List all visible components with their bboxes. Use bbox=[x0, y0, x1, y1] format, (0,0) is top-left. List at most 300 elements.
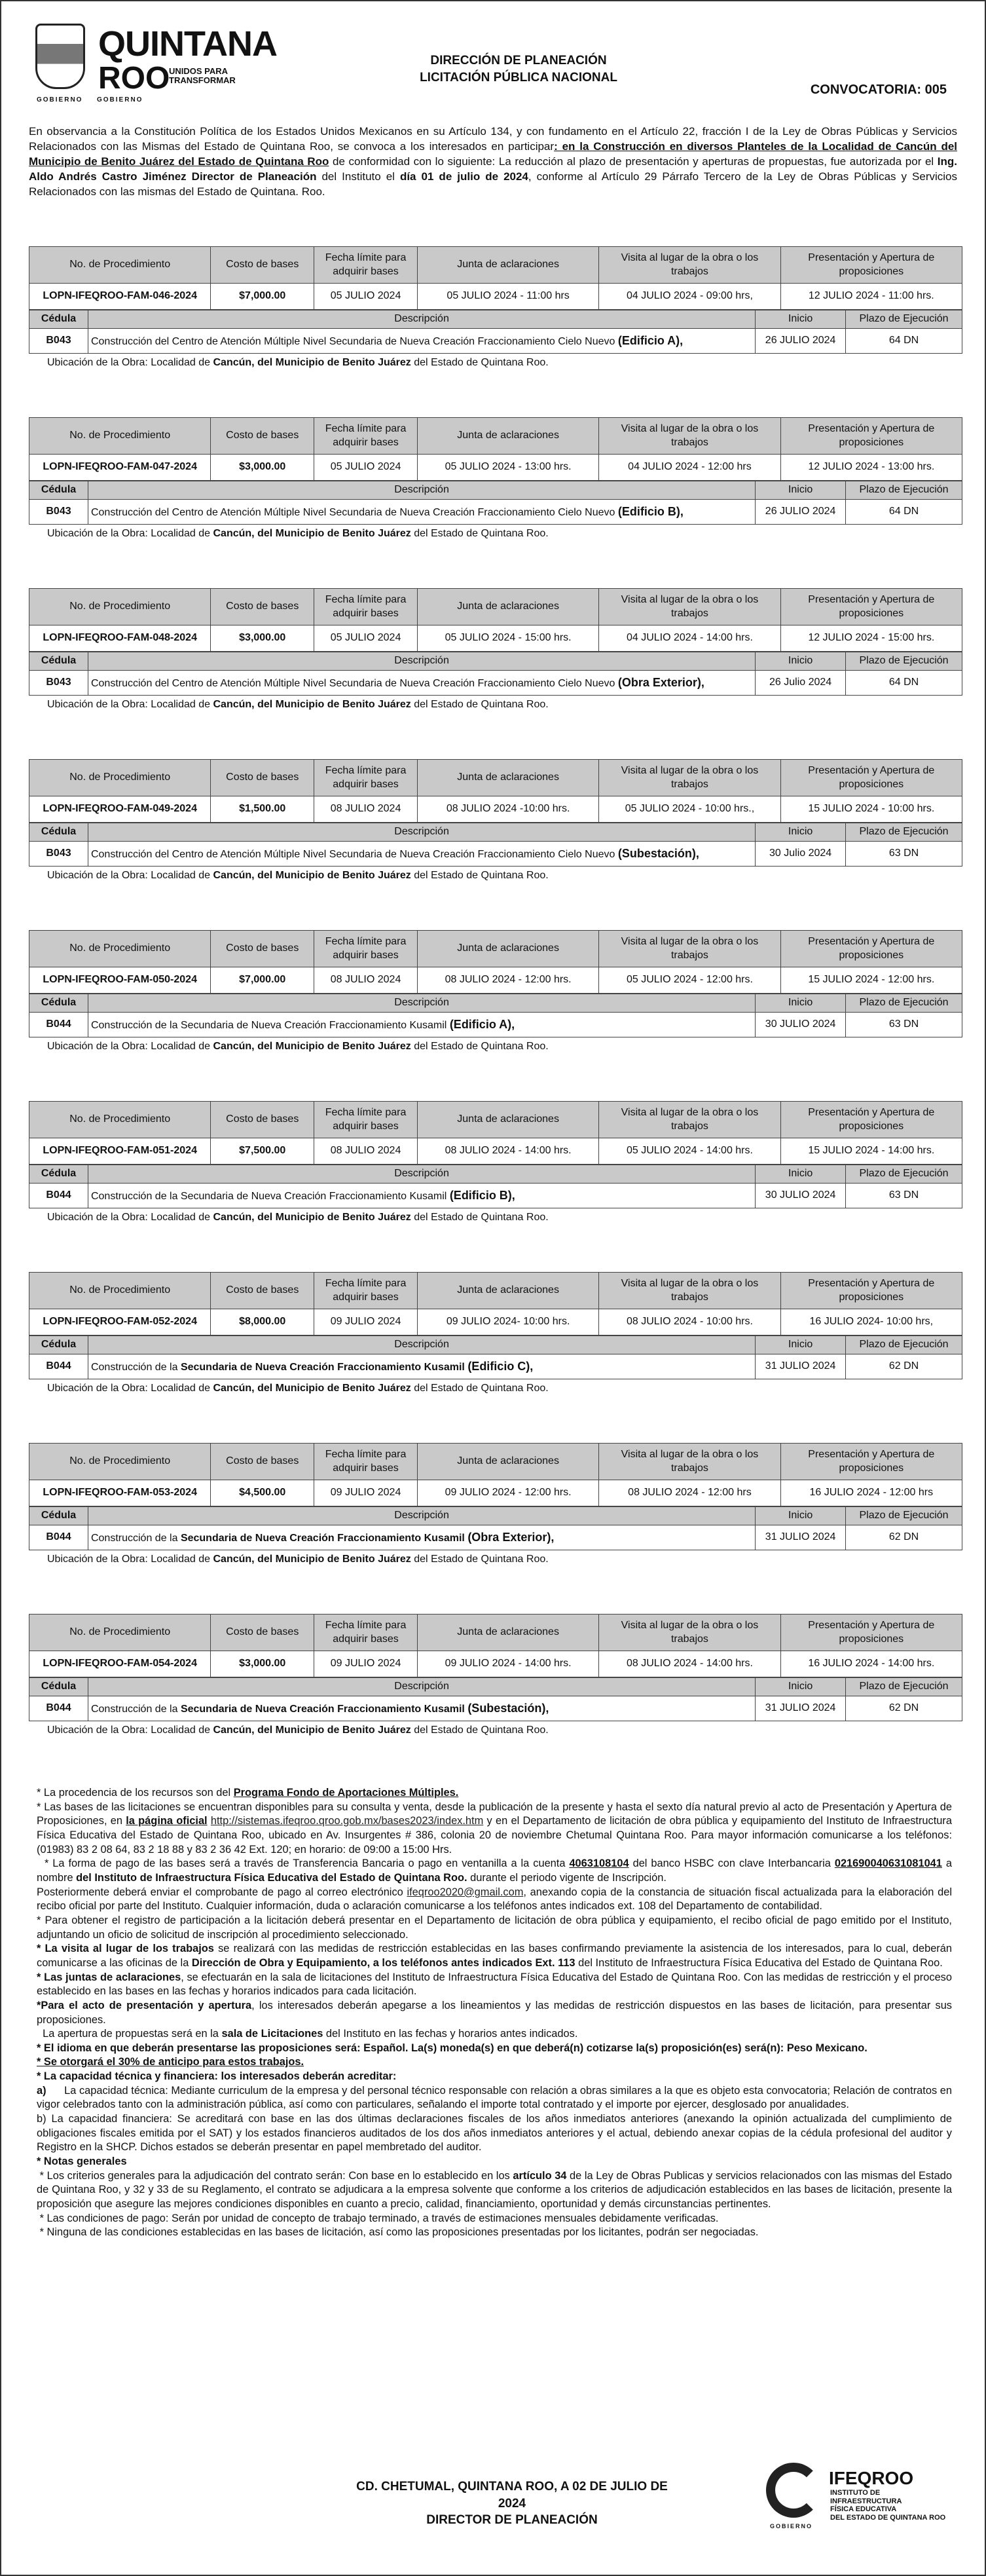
note-criteria: * Los criterios generales para la adjudicación del contrato serán: Con base en lo establecido en los artículo 34 de la Ley de Obras Publicas y servicios relacionados con las mismas del Estado de Quintana Roo, y 32 y 33 de su Reglamento, el contrato se adjudicara a la empresa solvente que conforme a los criterios de adjudicación establecidos en las bases de licitación, presente la proposición que asegure las mejores condiciones disponibles en cuanto a precio, calidad, financiamiento, oportunidad y demás circunstancias pertinentes. bbox=[37, 2169, 952, 2211]
description-text: Construcción del Centro de Atención Múltiple Nivel Secundaria de Nueva Creación Fraccionamiento Cielo Nuevo bbox=[90, 677, 615, 689]
detail-header-row bbox=[29, 1507, 962, 1525]
header-procedimiento: No. de Procedimiento bbox=[29, 1444, 211, 1480]
header-junta: Junta de aclaraciones bbox=[417, 760, 598, 796]
procedure-cost: $7,500.00 bbox=[211, 1138, 314, 1165]
description-building: (Edificio B), bbox=[449, 1188, 515, 1202]
intro-bold-1: : en la Construcción en diversos Planteles de la Localidad de Cancún del Municipio de Benito Juárez del Estado de Quintana Roo bbox=[29, 140, 958, 168]
location-end: del Estado de Quintana Roo. bbox=[411, 1041, 549, 1052]
procedure-cedula: B043 bbox=[29, 500, 88, 525]
header-presentacion: Presentación y Apertura de proposiciones bbox=[780, 1273, 962, 1309]
procedure-table bbox=[29, 1614, 962, 1677]
note-capacity: * La capacidad técnica y financiera: los interesados deberán acreditar: bbox=[37, 2070, 397, 2083]
location-end: del Estado de Quintana Roo. bbox=[411, 1212, 549, 1223]
procedure-location bbox=[47, 356, 959, 370]
table-row bbox=[29, 1525, 962, 1550]
header-inicio: Inicio bbox=[756, 652, 846, 671]
procedure-block bbox=[27, 930, 959, 1101]
location-text: Ubicación de la Obra: Localidad de bbox=[47, 1212, 213, 1223]
header-fecha: Fecha límite para adquirir bases bbox=[314, 760, 418, 796]
procedure-location bbox=[47, 1040, 959, 1054]
table-row bbox=[29, 1013, 962, 1037]
note-capacity-b: b) La capacidad financiera: Se acreditará con base en las dos últimas declaraciones fiscales de los años inmediatos anteriores (anexando la opinión actualizada del cumplimiento de obligaciones fiscales emitida por el SAT) y los estados financieros auditados de los dos años inmediatos anteriores y el actual, debiendo anexar copias de la cédula profesional del auditor y Registro en la SHCP. Dichos estados se deberán presentar en papel membretado del auditor. bbox=[37, 2113, 952, 2154]
note-visit: * La visita al lugar de los trabajos se realizará con las medidas de restricción establecidas en las bases confirmando previamente la asistencia de los interesados, para lo cual, deberán comunicarse a las oficinas de la Dirección de Obra y Equipamiento, a los teléfonos antes indicados Ext. 113 del Instituto de Infraestructura Física Educativa del Estado de Quintana Roo. bbox=[37, 1943, 952, 1969]
table-row bbox=[29, 1354, 962, 1379]
procedure-cedula: B044 bbox=[29, 1013, 88, 1037]
intro-bold-2: Ing. Aldo Andrés Castro Jiménez Director de Planeación bbox=[29, 155, 957, 183]
header-cedula: Cédula bbox=[29, 994, 88, 1013]
header-cedula: Cédula bbox=[29, 1165, 88, 1184]
procedure-visit: 04 JULIO 2024 - 09:00 hrs, bbox=[599, 284, 780, 310]
note-source: * La procedencia de los recursos son del Programa Fondo de Aportaciones Múltiples. bbox=[37, 1787, 459, 1799]
procedure-term: 63 DN bbox=[846, 1013, 962, 1037]
notes-section bbox=[37, 1786, 952, 2240]
detail-header-row bbox=[29, 994, 962, 1013]
procedure-term: 64 DN bbox=[846, 671, 962, 696]
detail-header-row bbox=[29, 1678, 962, 1696]
header-fecha: Fecha límite para adquirir bases bbox=[314, 1615, 418, 1651]
table-row bbox=[29, 625, 962, 652]
procedure-block bbox=[27, 417, 959, 588]
intro-text-3: del Instituto el bbox=[316, 170, 400, 183]
header-procedimiento: No. de Procedimiento bbox=[29, 1615, 211, 1651]
header-procedimiento: No. de Procedimiento bbox=[29, 1273, 211, 1309]
header-descripcion: Descripción bbox=[88, 994, 755, 1013]
header-junta: Junta de aclaraciones bbox=[417, 589, 598, 625]
table-row bbox=[29, 671, 962, 696]
header-plazo: Plazo de Ejecución bbox=[846, 994, 962, 1013]
procedure-number: LOPN-IFEQROO-FAM-050-2024 bbox=[29, 967, 211, 994]
location-bold: Cancún, del Municipio de Benito Juárez bbox=[213, 1212, 411, 1223]
location-bold: Cancún, del Municipio de Benito Juárez bbox=[213, 1725, 411, 1736]
location-bold: Cancún, del Municipio de Benito Juárez bbox=[213, 1041, 411, 1052]
location-end: del Estado de Quintana Roo. bbox=[411, 357, 549, 368]
table-header-row bbox=[29, 1102, 962, 1138]
description-building: (Edificio C), bbox=[467, 1359, 534, 1373]
header-visita: Visita al lugar de la obra o los trabajos bbox=[599, 1615, 780, 1651]
procedure-block bbox=[27, 759, 959, 930]
procedure-term: 63 DN bbox=[846, 842, 962, 867]
intro-bold-3: día 01 de julio de 2024 bbox=[399, 170, 528, 183]
procedure-number: LOPN-IFEQROO-FAM-048-2024 bbox=[29, 625, 211, 652]
table-header-row bbox=[29, 760, 962, 796]
header-junta: Junta de aclaraciones bbox=[417, 1615, 598, 1651]
procedure-cost: $7,000.00 bbox=[211, 284, 314, 310]
header-junta: Junta de aclaraciones bbox=[417, 1102, 598, 1138]
description-bold-part: Secundaria de Nueva Creación Fraccionamiento Kusamil bbox=[180, 1703, 465, 1715]
note-advance: * Se otorgará el 30% de anticipo para estos trabajos. bbox=[37, 2056, 304, 2068]
procedure-description bbox=[88, 842, 755, 867]
header-inicio: Inicio bbox=[756, 1336, 846, 1354]
note-negotiation: * Ninguna de las condiciones establecidas en las bases de licitación, así como las proposiciones presentadas por los licitantes, podrán ser negociadas. bbox=[39, 2226, 759, 2239]
header-descripcion: Descripción bbox=[88, 1336, 755, 1354]
header-line-2: LICITACIÓN PÚBLICA NACIONAL bbox=[420, 70, 617, 84]
procedure-presentation: 15 JULIO 2024 - 10:00 hrs. bbox=[780, 796, 962, 823]
header-costo: Costo de bases bbox=[211, 1273, 314, 1309]
procedure-detail-table bbox=[29, 823, 962, 867]
logo-word-quintana: QUINTANA bbox=[98, 24, 277, 64]
procedure-presentation: 12 JULIO 2024 - 11:00 hrs. bbox=[780, 284, 962, 310]
procedure-detail-table bbox=[29, 481, 962, 525]
procedure-table bbox=[29, 759, 962, 823]
procedure-deadline: 05 JULIO 2024 bbox=[314, 284, 418, 310]
procedure-start: 26 Julio 2024 bbox=[756, 671, 846, 696]
location-end: del Estado de Quintana Roo. bbox=[411, 870, 549, 881]
table-header-row bbox=[29, 1444, 962, 1480]
header-procedimiento: No. de Procedimiento bbox=[29, 931, 211, 967]
description-text: Construcción de la bbox=[90, 1703, 181, 1715]
procedure-start: 31 JULIO 2024 bbox=[756, 1696, 846, 1721]
procedure-start: 26 JULIO 2024 bbox=[756, 329, 846, 354]
header-visita: Visita al lugar de la obra o los trabajos bbox=[599, 1273, 780, 1309]
header-visita: Visita al lugar de la obra o los trabajos bbox=[599, 418, 780, 455]
location-text: Ubicación de la Obra: Localidad de bbox=[47, 1041, 213, 1052]
header-plazo: Plazo de Ejecución bbox=[846, 1165, 962, 1184]
description-text: Construcción de la bbox=[90, 1361, 181, 1373]
procedure-meeting: 09 JULIO 2024 - 14:00 hrs. bbox=[417, 1651, 598, 1677]
procedure-term: 62 DN bbox=[846, 1696, 962, 1721]
header-cedula: Cédula bbox=[29, 1678, 88, 1696]
header bbox=[27, 16, 959, 121]
procedure-description bbox=[88, 1696, 755, 1721]
procedure-description bbox=[88, 1354, 755, 1379]
procedure-meeting: 05 JULIO 2024 - 11:00 hrs bbox=[417, 284, 598, 310]
table-header-row bbox=[29, 931, 962, 967]
procedure-cedula: B044 bbox=[29, 1354, 88, 1379]
header-presentacion: Presentación y Apertura de proposiciones bbox=[780, 247, 962, 284]
intro-paragraph bbox=[29, 124, 957, 242]
location-text: Ubicación de la Obra: Localidad de bbox=[47, 357, 213, 368]
header-descripcion: Descripción bbox=[88, 1678, 755, 1696]
procedure-visit: 04 JULIO 2024 - 12:00 hrs bbox=[599, 455, 780, 481]
detail-header-row bbox=[29, 310, 962, 329]
procedure-block bbox=[27, 1443, 959, 1614]
procedure-table bbox=[29, 588, 962, 652]
procedure-cedula: B043 bbox=[29, 671, 88, 696]
procedure-deadline: 05 JULIO 2024 bbox=[314, 625, 418, 652]
procedure-cedula: B043 bbox=[29, 329, 88, 354]
note-opening: La apertura de propuestas será en la sala de Licitaciones del Instituto en las fechas y horarios antes indicados. bbox=[43, 2028, 578, 2040]
table-row bbox=[29, 455, 962, 481]
procedure-table bbox=[29, 1272, 962, 1335]
procedure-deadline: 05 JULIO 2024 bbox=[314, 455, 418, 481]
procedure-start: 30 Julio 2024 bbox=[756, 842, 846, 867]
note-receipt: Posteriormente deberá enviar el comprobante de pago al correo electrónico ifeqroo2020@gmail.com, anexando copia de la constancia de situación fiscal actualizada para la elaboración del recibo oficial por parte del Instituto. Cualquier información, duda o aclaración comunicarse a los teléfonos antes indicados ext. 108 del Departamento de contabilidad. bbox=[37, 1886, 952, 1913]
procedure-table bbox=[29, 1443, 962, 1506]
location-end: del Estado de Quintana Roo. bbox=[411, 699, 549, 710]
table-row bbox=[29, 1696, 962, 1721]
description-building: (Subestación), bbox=[467, 1701, 549, 1715]
header-inicio: Inicio bbox=[756, 481, 846, 500]
procedure-location bbox=[47, 869, 959, 883]
procedure-term: 64 DN bbox=[846, 329, 962, 354]
intro-text-2: de conformidad con lo siguiente: La reducción al plazo de presentación y aperturas de propuestas, fue autorizada por el bbox=[329, 155, 938, 168]
procedure-description bbox=[88, 1013, 755, 1037]
header-plazo: Plazo de Ejecución bbox=[846, 823, 962, 842]
location-text: Ubicación de la Obra: Localidad de bbox=[47, 528, 213, 539]
procedure-visit: 08 JULIO 2024 - 12:00 hrs bbox=[599, 1480, 780, 1506]
header-costo: Costo de bases bbox=[211, 931, 314, 967]
table-row bbox=[29, 1184, 962, 1208]
procedure-location bbox=[47, 1382, 959, 1396]
table-row bbox=[29, 796, 962, 823]
header-descripcion: Descripción bbox=[88, 1507, 755, 1525]
header-presentacion: Presentación y Apertura de proposiciones bbox=[780, 418, 962, 455]
procedure-location bbox=[47, 1724, 959, 1738]
header-costo: Costo de bases bbox=[211, 589, 314, 625]
procedure-visit: 04 JULIO 2024 - 14:00 hrs. bbox=[599, 625, 780, 652]
procedure-cost: $1,500.00 bbox=[211, 796, 314, 823]
logo-caption-right: GOBIERNO bbox=[97, 96, 143, 103]
table-row bbox=[29, 1309, 962, 1335]
header-plazo: Plazo de Ejecución bbox=[846, 481, 962, 500]
header-cedula: Cédula bbox=[29, 823, 88, 842]
header-plazo: Plazo de Ejecución bbox=[846, 1678, 962, 1696]
header-inicio: Inicio bbox=[756, 1507, 846, 1525]
procedure-number: LOPN-IFEQROO-FAM-047-2024 bbox=[29, 455, 211, 481]
table-row bbox=[29, 1651, 962, 1677]
note-capacity-a: a) La capacidad técnica: Mediante curriculum de la empresa y del personal técnico responsable con relación a obras similares a la que es objeto esta convocatoria; Relación de contratos en vigor celebrados tanto con la administración pública, así como con particulares, señalando el importe total contratado y el importe por ejercer, desglosado por anualidades. bbox=[37, 2084, 952, 2111]
procedure-presentation: 12 JULIO 2024 - 15:00 hrs. bbox=[780, 625, 962, 652]
note-payment-conditions: * Las condiciones de pago: Serán por unidad de concepto de trabajo terminado, a través de estimaciones mensuales debidamente verificadas. bbox=[39, 2212, 719, 2224]
description-text: Construcción de la Secundaria de Nueva Creación Fraccionamiento Kusamil bbox=[90, 1019, 447, 1031]
description-building: (Obra Exterior), bbox=[617, 675, 704, 689]
procedure-block bbox=[27, 1614, 959, 1785]
table-header-row bbox=[29, 1273, 962, 1309]
procedure-term: 62 DN bbox=[846, 1354, 962, 1379]
procedure-number: LOPN-IFEQROO-FAM-052-2024 bbox=[29, 1309, 211, 1335]
description-text: Construcción de la bbox=[90, 1532, 181, 1544]
header-cedula: Cédula bbox=[29, 310, 88, 329]
procedure-deadline: 08 JULIO 2024 bbox=[314, 967, 418, 994]
footer-place-date: CD. CHETUMAL, QUINTANA ROO, A 02 DE JULIO DE 2024 bbox=[356, 2480, 668, 2511]
header-junta: Junta de aclaraciones bbox=[417, 247, 598, 284]
procedure-cost: $3,000.00 bbox=[211, 1651, 314, 1677]
header-line-1: DIRECCIÓN DE PLANEACIÓN bbox=[430, 54, 607, 67]
procedure-start: 30 JULIO 2024 bbox=[756, 1013, 846, 1037]
note-meetings: * Las juntas de aclaraciones, se efectuarán en la sala de licitaciones del Instituto de Infraestructura Física Educativa del Estado de Quintana Roo. Con las medidas de restricción y el proceso establecido en las bases en las fechas y horarios indicados para cada licitación. bbox=[37, 1971, 952, 1998]
intro-text-1: En observancia a la Constitución Política de los Estados Unidos Mexicanos en su Artículo 134, y con fundamento en el Artículo 22, fracción I de la Ley de Obras Públicas y Servicios Relacionados con las Mismas del Estado de Quintana Roo, se convoca a los interesados en participar bbox=[29, 125, 957, 153]
procedure-cedula: B044 bbox=[29, 1696, 88, 1721]
procedure-deadline: 09 JULIO 2024 bbox=[314, 1480, 418, 1506]
header-inicio: Inicio bbox=[756, 994, 846, 1013]
location-end: del Estado de Quintana Roo. bbox=[411, 528, 549, 539]
procedure-meeting: 08 JULIO 2024 - 14:00 hrs. bbox=[417, 1138, 598, 1165]
procedure-meeting: 09 JULIO 2024 - 12:00 hrs. bbox=[417, 1480, 598, 1506]
header-plazo: Plazo de Ejecución bbox=[846, 1507, 962, 1525]
header-presentacion: Presentación y Apertura de proposiciones bbox=[780, 931, 962, 967]
procedure-description bbox=[88, 329, 755, 354]
header-junta: Junta de aclaraciones bbox=[417, 1444, 598, 1480]
table-row bbox=[29, 284, 962, 310]
header-descripcion: Descripción bbox=[88, 310, 755, 329]
header-visita: Visita al lugar de la obra o los trabajos bbox=[599, 1444, 780, 1480]
procedure-deadline: 08 JULIO 2024 bbox=[314, 1138, 418, 1165]
footer-signature bbox=[342, 2478, 682, 2529]
description-building: (Subestación), bbox=[617, 846, 699, 860]
header-junta: Junta de aclaraciones bbox=[417, 931, 598, 967]
procedure-cedula: B044 bbox=[29, 1184, 88, 1208]
header-procedimiento: No. de Procedimiento bbox=[29, 247, 211, 284]
header-costo: Costo de bases bbox=[211, 1102, 314, 1138]
procedure-cost: $3,000.00 bbox=[211, 455, 314, 481]
procedure-term: 63 DN bbox=[846, 1184, 962, 1208]
procedure-location bbox=[47, 1211, 959, 1225]
ifeqroo-subtitle: INSTITUTO DE INFRAESTRUCTURA FÍSICA EDUCATIVA DEL ESTADO DE QUINTANA ROO bbox=[830, 2489, 946, 2522]
procedure-term: 62 DN bbox=[846, 1525, 962, 1550]
procedure-cedula: B044 bbox=[29, 1525, 88, 1550]
header-presentacion: Presentación y Apertura de proposiciones bbox=[780, 1615, 962, 1651]
header-fecha: Fecha límite para adquirir bases bbox=[314, 931, 418, 967]
description-text: Construcción del Centro de Atención Múltiple Nivel Secundaria de Nueva Creación Fraccionamiento Cielo Nuevo bbox=[90, 506, 615, 518]
detail-header-row bbox=[29, 823, 962, 842]
note-presentation: *Para el acto de presentación y apertura, los interesados deberán apegarse a los lineamientos y las medidas de restricción dispuestos en las bases de licitación, para presentar sus proposiciones. bbox=[37, 1999, 953, 2026]
location-bold: Cancún, del Municipio de Benito Juárez bbox=[213, 1554, 411, 1565]
procedure-start: 31 JULIO 2024 bbox=[756, 1354, 846, 1379]
header-descripcion: Descripción bbox=[88, 823, 755, 842]
header-cedula: Cédula bbox=[29, 1507, 88, 1525]
procedure-term: 64 DN bbox=[846, 500, 962, 525]
procedure-number: LOPN-IFEQROO-FAM-051-2024 bbox=[29, 1138, 211, 1165]
procedure-detail-table bbox=[29, 1506, 962, 1550]
procedure-start: 31 JULIO 2024 bbox=[756, 1525, 846, 1550]
header-cedula: Cédula bbox=[29, 481, 88, 500]
procedure-description bbox=[88, 500, 755, 525]
ifeqroo-name: IFEQROO bbox=[829, 2468, 914, 2488]
logo-caption-left: GOBIERNO bbox=[37, 96, 83, 103]
procedure-meeting: 08 JULIO 2024 -10:00 hrs. bbox=[417, 796, 598, 823]
header-visita: Visita al lugar de la obra o los trabajos bbox=[599, 931, 780, 967]
procedure-cost: $8,000.00 bbox=[211, 1309, 314, 1335]
bases-link[interactable]: http://sistemas.ifeqroo.qroo.gob.mx/bases2023/index.htm bbox=[210, 1815, 484, 1827]
header-plazo: Plazo de Ejecución bbox=[846, 1336, 962, 1354]
procedure-number: LOPN-IFEQROO-FAM-053-2024 bbox=[29, 1480, 211, 1506]
procedure-presentation: 12 JULIO 2024 - 13:00 hrs. bbox=[780, 455, 962, 481]
header-procedimiento: No. de Procedimiento bbox=[29, 589, 211, 625]
table-header-row bbox=[29, 418, 962, 455]
procedure-location bbox=[47, 698, 959, 712]
detail-header-row bbox=[29, 481, 962, 500]
procedure-block bbox=[27, 1272, 959, 1443]
table-row bbox=[29, 329, 962, 354]
logo-word-roo: ROO bbox=[98, 61, 170, 96]
procedure-presentation: 16 JULIO 2024 - 12:00 hrs bbox=[780, 1480, 962, 1506]
procedure-cedula: B043 bbox=[29, 842, 88, 867]
header-inicio: Inicio bbox=[756, 1678, 846, 1696]
intro-text-4: , conforme al Artículo 29 Párrafo Tercero de la Ley de Obras Públicas y Servicios Relacionados con las mismas del Estado de Quintana. Roo. bbox=[29, 170, 957, 198]
state-emblem-icon bbox=[35, 24, 85, 89]
procedure-meeting: 05 JULIO 2024 - 15:00 hrs. bbox=[417, 625, 598, 652]
procedures-list bbox=[27, 246, 959, 1785]
header-costo: Costo de bases bbox=[211, 760, 314, 796]
procedure-start: 30 JULIO 2024 bbox=[756, 1184, 846, 1208]
table-header-row bbox=[29, 1615, 962, 1651]
header-descripcion: Descripción bbox=[88, 481, 755, 500]
header-procedimiento: No. de Procedimiento bbox=[29, 1102, 211, 1138]
procedure-detail-table bbox=[29, 652, 962, 696]
procedure-description bbox=[88, 1525, 755, 1550]
quintana-roo-logo bbox=[31, 20, 277, 118]
header-presentacion: Presentación y Apertura de proposiciones bbox=[780, 1444, 962, 1480]
header-junta: Junta de aclaraciones bbox=[417, 418, 598, 455]
procedure-meeting: 09 JULIO 2024- 10:00 hrs. bbox=[417, 1309, 598, 1335]
logo-tagline: UNIDOS PARA TRANSFORMAR bbox=[169, 66, 236, 85]
procedure-table bbox=[29, 1101, 962, 1165]
header-procedimiento: No. de Procedimiento bbox=[29, 418, 211, 455]
table-row bbox=[29, 500, 962, 525]
procedure-presentation: 15 JULIO 2024 - 14:00 hrs. bbox=[780, 1138, 962, 1165]
procedure-detail-table bbox=[29, 1335, 962, 1379]
procedure-detail-table bbox=[29, 994, 962, 1037]
table-row bbox=[29, 1138, 962, 1165]
header-fecha: Fecha límite para adquirir bases bbox=[314, 1444, 418, 1480]
detail-header-row bbox=[29, 652, 962, 671]
procedure-cost: $7,000.00 bbox=[211, 967, 314, 994]
description-building: (Edificio A), bbox=[449, 1017, 515, 1031]
location-text: Ubicación de la Obra: Localidad de bbox=[47, 1725, 213, 1736]
table-row bbox=[29, 1480, 962, 1506]
header-descripcion: Descripción bbox=[88, 1165, 755, 1184]
header-visita: Visita al lugar de la obra o los trabajos bbox=[599, 247, 780, 284]
procedure-number: LOPN-IFEQROO-FAM-049-2024 bbox=[29, 796, 211, 823]
location-text: Ubicación de la Obra: Localidad de bbox=[47, 699, 213, 710]
procedure-detail-table bbox=[29, 1677, 962, 1721]
procedure-visit: 05 JULIO 2024 - 10:00 hrs., bbox=[599, 796, 780, 823]
email-link[interactable]: ifeqroo2020@gmail.com bbox=[407, 1886, 524, 1898]
description-text: Construcción del Centro de Atención Múltiple Nivel Secundaria de Nueva Creación Fraccionamiento Cielo Nuevo bbox=[90, 848, 615, 860]
location-text: Ubicación de la Obra: Localidad de bbox=[47, 1554, 213, 1565]
table-header-row bbox=[29, 589, 962, 625]
header-plazo: Plazo de Ejecución bbox=[846, 652, 962, 671]
location-bold: Cancún, del Municipio de Benito Juárez bbox=[213, 357, 411, 368]
procedure-meeting: 05 JULIO 2024 - 13:00 hrs. bbox=[417, 455, 598, 481]
header-visita: Visita al lugar de la obra o los trabajos bbox=[599, 589, 780, 625]
header-cedula: Cédula bbox=[29, 652, 88, 671]
header-inicio: Inicio bbox=[756, 310, 846, 329]
location-bold: Cancún, del Municipio de Benito Juárez bbox=[213, 1383, 411, 1394]
procedure-description bbox=[88, 671, 755, 696]
procedure-deadline: 09 JULIO 2024 bbox=[314, 1309, 418, 1335]
procedure-table bbox=[29, 417, 962, 481]
header-costo: Costo de bases bbox=[211, 1615, 314, 1651]
header-visita: Visita al lugar de la obra o los trabajos bbox=[599, 760, 780, 796]
ifeqroo-tag: GOBIERNO bbox=[770, 2523, 813, 2529]
description-text: Construcción del Centro de Atención Múltiple Nivel Secundaria de Nueva Creación Fraccionamiento Cielo Nuevo bbox=[90, 335, 615, 347]
procedure-presentation: 16 JULIO 2024- 10:00 hrs, bbox=[780, 1309, 962, 1335]
procedure-start: 26 JULIO 2024 bbox=[756, 500, 846, 525]
description-building: (Edificio B), bbox=[617, 504, 684, 518]
detail-header-row bbox=[29, 1336, 962, 1354]
footer-director: DIRECTOR DE PLANEACIÓN bbox=[426, 2513, 598, 2528]
procedure-presentation: 16 JULIO 2024 - 14:00 hrs. bbox=[780, 1651, 962, 1677]
convocatoria-number: CONVOCATORIA: 005 bbox=[810, 83, 947, 97]
header-visita: Visita al lugar de la obra o los trabajos bbox=[599, 1102, 780, 1138]
header-title bbox=[381, 52, 656, 86]
procedure-number: LOPN-IFEQROO-FAM-054-2024 bbox=[29, 1651, 211, 1677]
header-fecha: Fecha límite para adquirir bases bbox=[314, 1102, 418, 1138]
procedure-block bbox=[27, 1101, 959, 1272]
procedure-meeting: 08 JULIO 2024 - 12:00 hrs. bbox=[417, 967, 598, 994]
header-costo: Costo de bases bbox=[211, 247, 314, 284]
header-fecha: Fecha límite para adquirir bases bbox=[314, 247, 418, 284]
header-presentacion: Presentación y Apertura de proposiciones bbox=[780, 589, 962, 625]
procedure-table bbox=[29, 930, 962, 994]
note-bases: * Las bases de las licitaciones se encuentran disponibles para su consulta y venta, desde la publicación de la presente y hasta el sexto día natural previo al acto de Presentación y Apertura de Proposiciones, en la página oficial http://sistemas.ifeqroo.qroo.gob.mx/bases2023/index.htm y en el Departamento de licitación de obra pública y equipamiento del Instituto de Infraestructura Física Educativa del Estado de Quintana Roo, ubicado en Av. Insurgentes # 386, colonia 20 de noviembre Chetumal Quintana Roo. Para mayor información comunicarse a los teléfonos: (01983) 83 2 08 64, 83 2 18 88 y 83 2 36 42 Ext. 120; en horario: de 09:00 a 15:00 Hrs. bbox=[37, 1801, 952, 1856]
description-text: Construcción de la Secundaria de Nueva Creación Fraccionamiento Kusamil bbox=[90, 1190, 447, 1202]
procedure-visit: 05 JULIO 2024 - 14:00 hrs. bbox=[599, 1138, 780, 1165]
procedure-location bbox=[47, 1553, 959, 1567]
header-fecha: Fecha límite para adquirir bases bbox=[314, 418, 418, 455]
procedure-deadline: 09 JULIO 2024 bbox=[314, 1651, 418, 1677]
